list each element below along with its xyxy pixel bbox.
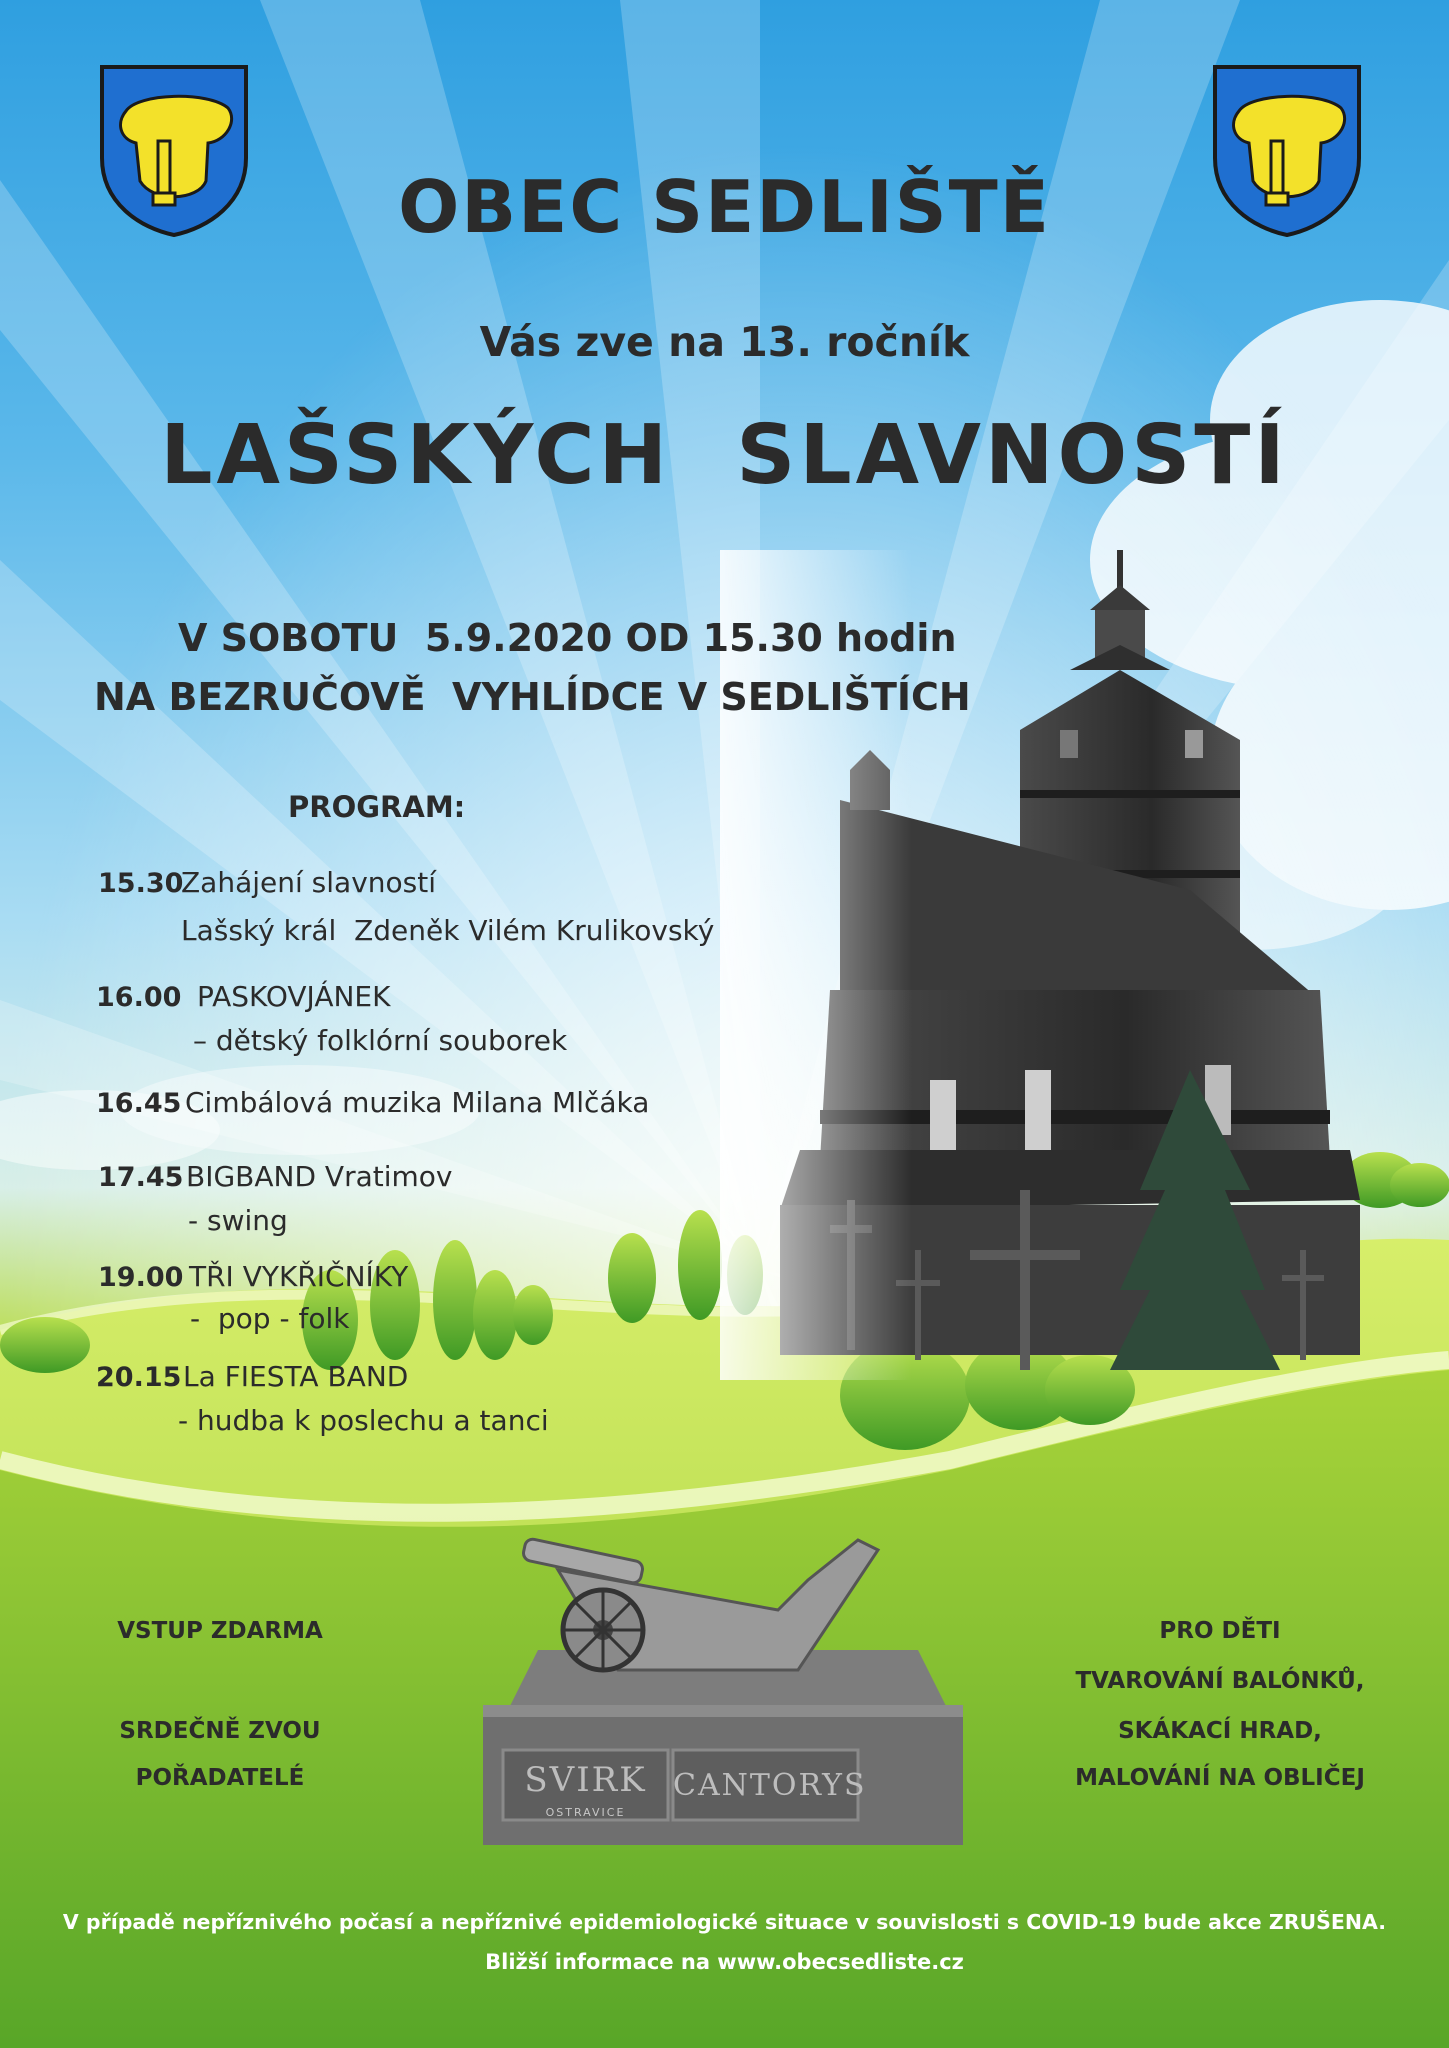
kids-item-face-painting: MALOVÁNÍ NA OBLIČEJ [1075, 1765, 1365, 1791]
program-time: 19.00 [98, 1262, 184, 1293]
program-subtitle: – dětský folklórní souborek [193, 1024, 568, 1057]
invite-line: Vás zve na 13. ročník [479, 318, 970, 366]
program-subtitle: - pop - folk [190, 1302, 350, 1335]
program-time: 16.00 [96, 982, 182, 1013]
event-date: V SOBOTU 5.9.2020 OD 15.30 hodin [178, 616, 957, 660]
program-title: PASKOVJÁNEK [197, 980, 391, 1013]
monument-plate-right: CANTORYS [673, 1768, 867, 1803]
program-title: Zahájení slavností [181, 866, 436, 899]
kids-heading: PRO DĚTI [1159, 1618, 1281, 1644]
program-time: 20.15 [96, 1362, 182, 1393]
page-title: OBEC SEDLIŠTĚ [398, 165, 1051, 249]
program-time: 17.45 [98, 1162, 184, 1193]
program-subtitle: - swing [188, 1204, 288, 1237]
kids-item-balloons: TVAROVÁNÍ BALÓNKŮ, [1075, 1668, 1365, 1694]
monument-plate-left-small: OSTRAVICE [545, 1806, 626, 1819]
program-title: La FIESTA BAND [183, 1360, 409, 1393]
free-entry-label: VSTUP ZDARMA [117, 1618, 323, 1644]
event-place: NA BEZRUČOVĚ VYHLÍDCE V SEDLIŠTÍCH [94, 675, 971, 719]
organizers-invite-line1: SRDEČNĚ ZVOU [119, 1718, 321, 1744]
organizers-invite-line2: POŘADATELÉ [135, 1765, 305, 1791]
cancellation-notice: V případě nepříznivého počasí a nepříznivé epidemiologické situace v souvislosti s COVID-19 bude akce ZRUŠENA. [62, 1910, 1387, 1934]
more-info-link: Bližší informace na www.obecsedliste.cz [485, 1950, 964, 1974]
program-title: Cimbálová muzika Milana Mlčáka [185, 1086, 650, 1119]
program-title: TŘI VYKŘIČNÍKY [189, 1260, 409, 1293]
program-title: BIGBAND Vratimov [186, 1160, 453, 1193]
event-name: LAŠSKÝCH SLAVNOSTÍ [160, 408, 1289, 503]
kids-item-bouncy-castle: SKÁKACÍ HRAD, [1118, 1718, 1322, 1744]
monument-plate-left: SVIRK [524, 1760, 647, 1800]
program-heading: PROGRAM: [288, 790, 466, 824]
program-time: 15.30 [98, 868, 184, 899]
program-subtitle: - hudba k poslechu a tanci [178, 1404, 549, 1437]
program-time: 16.45 [96, 1088, 182, 1119]
program-subtitle: Lašský král Zdeněk Vilém Krulikovský [181, 914, 715, 947]
